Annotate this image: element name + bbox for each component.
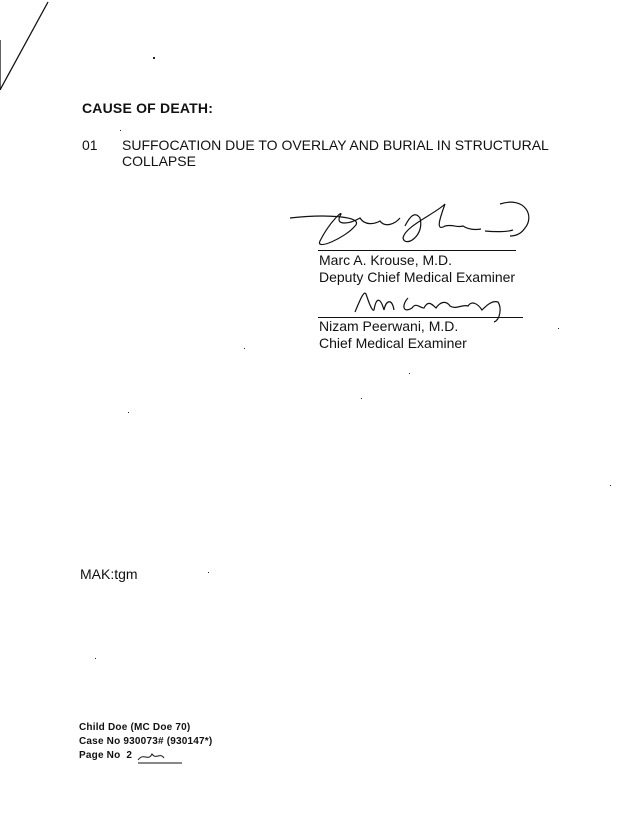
scan-speck <box>120 130 121 131</box>
cause-of-death-heading: CAUSE OF DEATH: <box>82 100 214 116</box>
scan-speck <box>409 373 410 374</box>
signer-2-name: Nizam Peerwani, M.D. <box>319 318 459 334</box>
typist-initials: MAK:tgm <box>80 566 138 582</box>
scan-speck <box>128 412 129 413</box>
scan-speck <box>244 348 245 349</box>
scan-speck <box>208 572 209 573</box>
signer-2-title: Chief Medical Examiner <box>319 335 467 351</box>
cause-text: SUFFOCATION DUE TO OVERLAY AND BURIAL IN STRUCTURAL COLLAPSE <box>122 137 549 169</box>
footer-case-number: Case No 930073# (930147*) <box>79 736 213 747</box>
signer-1-name: Marc A. Krouse, M.D. <box>319 252 453 268</box>
scan-speck <box>610 485 611 486</box>
page-number-initials-mark <box>138 750 188 766</box>
footer-child-doe: Child Doe (MC Doe 70) <box>79 722 191 733</box>
corner-mark <box>0 0 60 100</box>
signature-krouse <box>285 196 545 256</box>
signature-line-1 <box>318 250 516 251</box>
signer-1-title: Deputy Chief Medical Examiner <box>319 269 516 285</box>
page-label: Page No <box>79 750 121 761</box>
page-value: 2 <box>126 750 133 761</box>
scan-speck <box>361 398 362 399</box>
cause-number: 01 <box>82 137 98 153</box>
scan-speck <box>558 328 559 329</box>
scan-speck <box>95 658 96 659</box>
footer-page <box>79 750 132 761</box>
scan-speck <box>153 57 155 59</box>
